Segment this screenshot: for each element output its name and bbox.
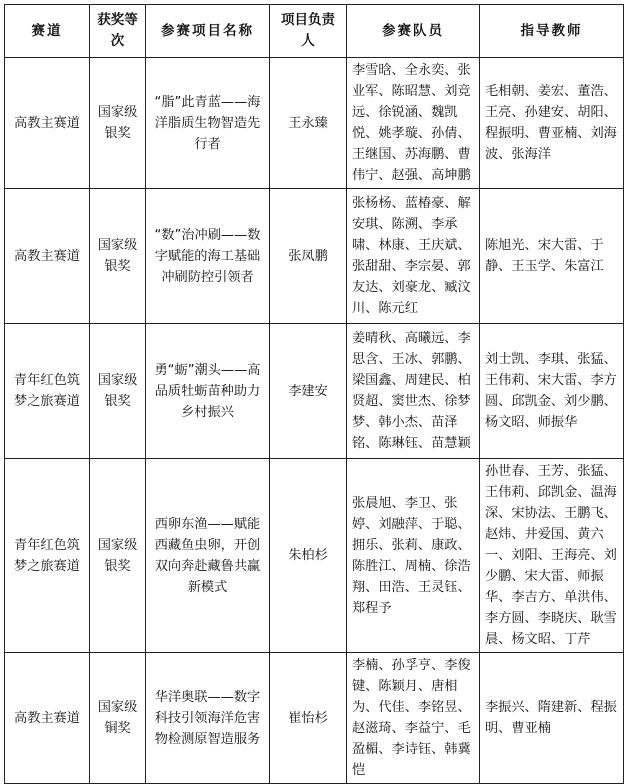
awards-table	[4, 4, 624, 784]
cell-project: “数”治冲刷——数字赋能的海工基础冲刷防控引领者	[146, 189, 270, 324]
cell-award: 国家级银奖	[90, 459, 146, 653]
cell-members: 姜晴秋、高曦远、李思含、王冰、郭鹏、梁国鑫、周建民、柏贤超、窦世杰、徐梦梦、韩小杰、苗泽铭、陈琳钰、苗慧颖	[347, 324, 480, 459]
cell-track: 青年红色筑梦之旅赛道	[5, 459, 90, 653]
cell-teachers: 刘士凯、李琪、张猛、王伟莉、宋大雷、李方圆、邱凯金、刘少鹏、杨文昭、师振华	[480, 324, 624, 459]
cell-track: 青年红色筑梦之旅赛道	[5, 324, 90, 459]
cell-track: 高教主赛道	[5, 58, 90, 189]
cell-teachers: 陈旭光、宋大雷、于静、王玉学、朱富江	[480, 189, 624, 324]
cell-leader: 朱柏杉	[270, 459, 347, 653]
table-row	[5, 189, 624, 324]
cell-track: 高教主赛道	[5, 653, 90, 784]
table-row	[5, 653, 624, 784]
header-project: 参赛项目名称	[146, 5, 270, 58]
cell-project: “脂”此青蓝——海洋脂质生物智造先行者	[146, 58, 270, 189]
cell-award: 国家级银奖	[90, 58, 146, 189]
header-leader: 项目负责人	[270, 5, 347, 58]
cell-members: 张杨杨、蓝椿豪、解安琪、陈溯、李承啸、林康、王庆斌、张甜甜、李宗晏、郭友达、刘豪龙、臧汶川、陈元红	[347, 189, 480, 324]
cell-members: 张晨旭、李卫、张婷、刘融萍、于聪、拥乐、张莉、康政、陈胜江、周楠、徐浩翔、田浩、王灵钰、郑程予	[347, 459, 480, 653]
cell-members: 李雪晗、全永奕、张业军、陈昭慧、刘竞远、徐锐涵、魏凯悦、姚孝璇、孙倩、王继国、苏海鹏、曹伟宁、赵强、高坤鹏	[347, 58, 480, 189]
table-row	[5, 58, 624, 189]
cell-teachers: 孙世春、王芳、张猛、王伟莉、邱凯金、温海深、宋协法、王鹏飞、赵炜、井爱国、黄六一、刘阳、王海亮、刘少鹏、宋大雷、师振华、李吉方、单洪伟、李方圆、李晓庆、耿雪晨、杨文昭、丁芹	[480, 459, 624, 653]
header-teachers: 指导教师	[480, 5, 624, 58]
cell-leader: 王永臻	[270, 58, 347, 189]
cell-track: 高教主赛道	[5, 189, 90, 324]
table-header-row	[5, 5, 624, 58]
cell-project: 西卵东渔——赋能西藏鱼虫卵，开创双向奔赴藏鲁共赢新模式	[146, 459, 270, 653]
header-award: 获奖等次	[90, 5, 146, 58]
cell-leader: 李建安	[270, 324, 347, 459]
cell-members: 李楠、孙孚亨、李俊键、陈颖月、唐相为、代佳、李铭昱、赵滋琦、李益宁、毛盈楣、李诗钰、韩冀恺	[347, 653, 480, 784]
table-row	[5, 459, 624, 653]
cell-award: 国家级银奖	[90, 324, 146, 459]
cell-award: 国家级铜奖	[90, 653, 146, 784]
cell-project: 勇“蛎”潮头——高品质牡蛎苗种助力乡村振兴	[146, 324, 270, 459]
cell-leader: 张凤鹏	[270, 189, 347, 324]
header-track: 赛道	[5, 5, 90, 58]
header-members: 参赛队员	[347, 5, 480, 58]
table-row	[5, 324, 624, 459]
cell-teachers: 毛相朝、姜宏、董浩、王亮、孙建安、胡阳、程振明、曹亚楠、刘海波、张海洋	[480, 58, 624, 189]
cell-project: 华洋奥联——数字科技引领海洋危害物检测原智造服务	[146, 653, 270, 784]
cell-leader: 崔怡杉	[270, 653, 347, 784]
cell-award: 国家级银奖	[90, 189, 146, 324]
cell-teachers: 李振兴、隋建新、程振明、曹亚楠	[480, 653, 624, 784]
